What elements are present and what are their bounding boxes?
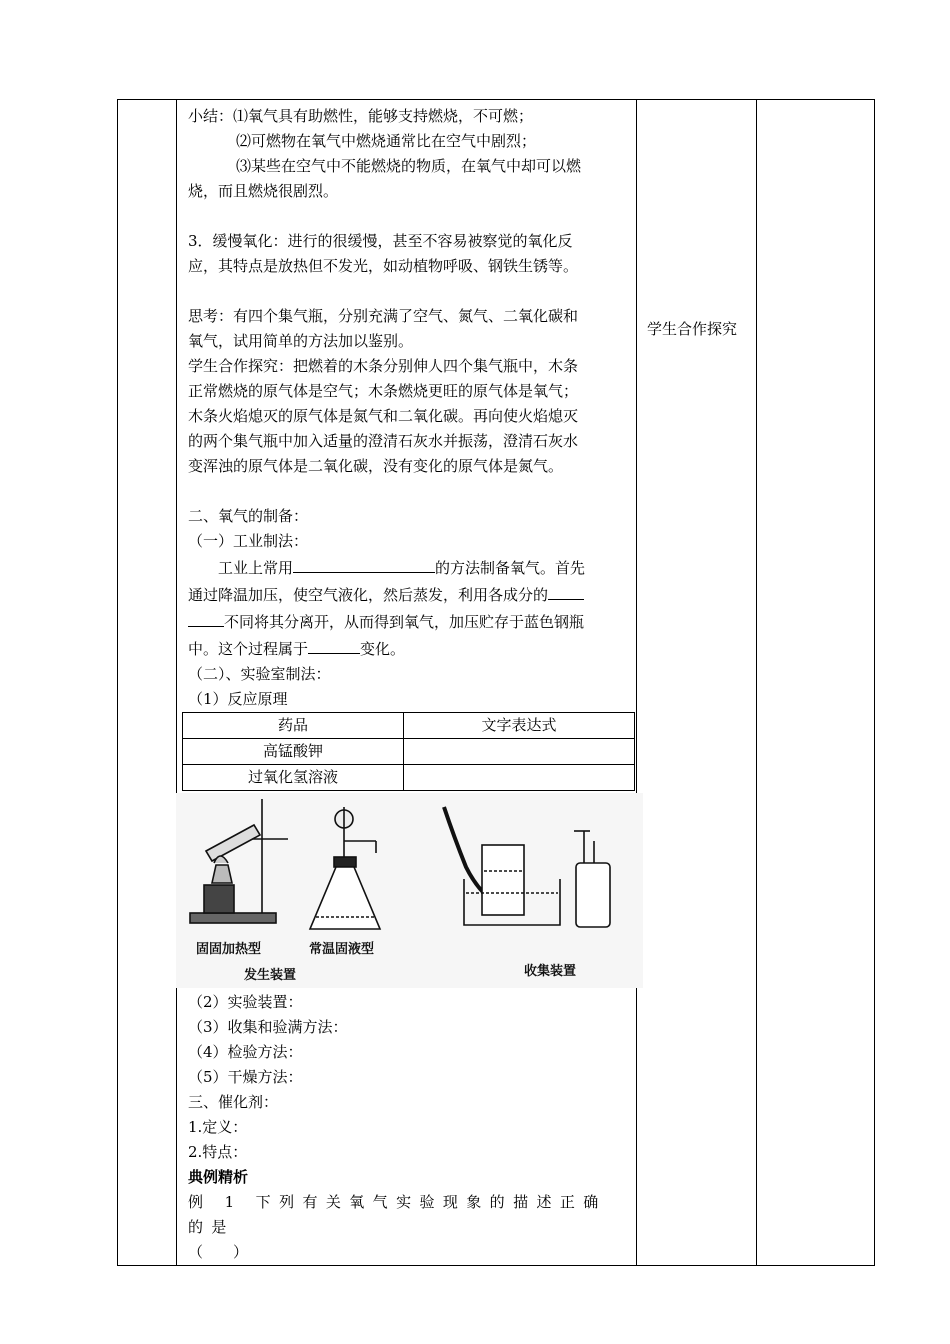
thinking-line-7: 变浑浊的原气体是二氧化碳，没有变化的原气体是氮气。	[188, 457, 564, 475]
thinking-line-4: 正常燃烧的原气体是空气；木条燃烧更旺的原气体是氧气；	[188, 382, 579, 400]
label-solid-heat: 固固加热型	[196, 942, 262, 957]
industrial-paragraph-line-2	[188, 581, 628, 608]
summary-line-3: ⑶某些在空气中不能燃烧的物质，在氧气中却可以燃	[236, 157, 582, 175]
thinking-line-1: 思考：有四个集气瓶，分别充满了空气、氮气、二氧化碳和	[188, 307, 579, 325]
blank-right-cell	[757, 100, 875, 1266]
reagent-expression[interactable]	[404, 739, 635, 765]
item-apparatus: （2）实验装置：	[188, 993, 303, 1011]
industrial-heading: （一）工业制法：	[188, 532, 309, 550]
teaching-content	[177, 100, 636, 1265]
table-row	[183, 765, 635, 791]
blank-left-cell	[118, 100, 177, 1266]
slow-oxidation-line-1: 3．缓慢氧化：进行的很缓慢，甚至不容易被察觉的氧化反	[188, 232, 573, 250]
teaching-content-cell	[177, 100, 637, 1266]
label-room-temp: 常温固液型	[309, 942, 375, 957]
thinking-line-2: 氧气，试用简单的方法加以鉴别。	[188, 332, 414, 350]
reagent-name: 高锰酸钾	[183, 739, 404, 765]
preparation-heading: 二、氧气的制备：	[188, 507, 309, 525]
thinking-line-3: 学生合作探究：把燃着的木条分别伸人四个集气瓶中，木条	[188, 357, 579, 375]
catalyst-features: 2.特点：	[188, 1143, 248, 1161]
thinking-line-5: 木条火焰熄灭的原气体是氮气和二氧化碳。再向使火焰熄灭	[188, 407, 579, 425]
example-1-answer-blank[interactable]: （ ）	[188, 1243, 249, 1261]
reagent-table	[182, 712, 635, 791]
industrial-paragraph-line-1	[188, 554, 628, 581]
item-drying: （5）干燥方法：	[188, 1068, 303, 1086]
solid-liquid-apparatus	[310, 807, 380, 929]
apparatus-figure	[176, 793, 643, 988]
header-reagent: 药品	[183, 713, 404, 739]
example-1-question: 例 1 下列有关氧气实验现象的描述正确的是	[188, 1193, 607, 1236]
summary-line-2: ⑵可燃物在氧气中燃烧通常比在空气中剧烈；	[236, 132, 537, 150]
fill-blank-method[interactable]	[293, 554, 435, 573]
industrial-paragraph-line-3	[188, 608, 628, 635]
reagent-expression[interactable]	[404, 765, 635, 791]
header-expression: 文字表达式	[404, 713, 635, 739]
reagent-name: 过氧化氢溶液	[183, 765, 404, 791]
water-collection-apparatus	[444, 807, 560, 925]
apparatus-illustration	[176, 793, 643, 988]
industrial-text-d: 不同将其分离开，从而得到氧气，加压贮存于蓝色钢瓶	[224, 613, 585, 631]
industrial-text-f: 变化。	[360, 640, 406, 658]
item-collection: （3）收集和验满方法：	[188, 1018, 348, 1036]
lesson-plan-table	[117, 99, 875, 1266]
summary-line-4: 烧，而且燃烧很剧烈。	[188, 182, 339, 200]
label-generator: 发生装置	[244, 968, 297, 983]
thinking-line-6: 的两个集气瓶中加入适量的澄清石灰水并振荡，澄清石灰水	[188, 432, 579, 450]
slow-oxidation-line-2: 应，其特点是放热但不发光，如动植物呼吸、钢铁生锈等。	[188, 257, 579, 275]
fill-blank-change-type[interactable]	[308, 635, 360, 654]
solid-heating-apparatus	[190, 799, 288, 923]
lab-heading: （二）、实验室制法：	[188, 665, 331, 683]
industrial-paragraph-line-4	[188, 635, 628, 662]
summary-line-1: 小结：⑴氧气具有助燃性，能够支持燃烧，不可燃；	[188, 107, 534, 125]
label-collector: 收集装置	[524, 964, 577, 979]
principle-heading: （1）反应原理	[188, 690, 288, 708]
student-activity-cell	[637, 100, 757, 1266]
reagent-table-header	[183, 713, 635, 739]
catalyst-heading: 三、催化剂：	[188, 1093, 279, 1111]
industrial-text-a: 工业上常用	[218, 559, 294, 577]
fill-blank-property-b[interactable]	[188, 608, 224, 627]
industrial-text-b: 的方法制备氧气。首先	[435, 559, 586, 577]
catalyst-definition: 1.定义：	[188, 1118, 248, 1136]
item-testing: （4）检验方法：	[188, 1043, 303, 1061]
industrial-text-c: 通过降温加压，使空气液化，然后蒸发，利用各成分的	[188, 586, 549, 604]
gas-collection-bottle	[574, 831, 610, 927]
example-heading: 典例精析	[188, 1168, 249, 1186]
table-row	[183, 739, 635, 765]
fill-blank-property-a[interactable]	[548, 581, 584, 600]
student-activity-text: 学生合作探究	[647, 320, 738, 338]
industrial-text-e: 中。这个过程属于	[188, 640, 309, 658]
